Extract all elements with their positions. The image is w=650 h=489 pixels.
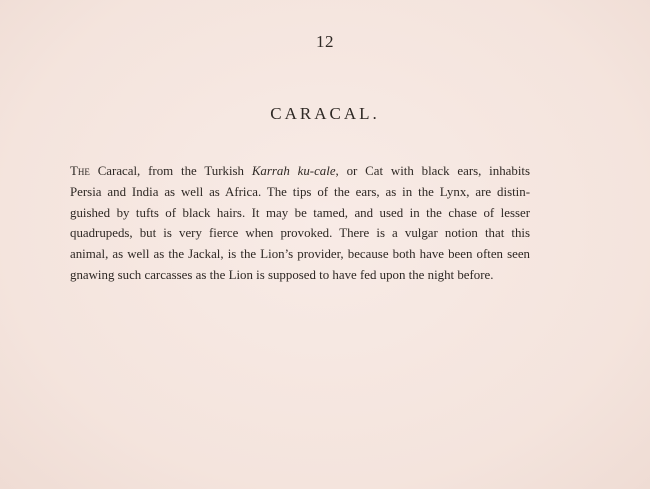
lead-word: The <box>70 164 90 178</box>
page-title: CARACAL. <box>270 104 380 123</box>
text-segment: , or Cat with black ears, inhabits <box>335 164 530 178</box>
paragraph-line: guished by tufts of black hairs. It may be tamed, and used in the chase of lesser <box>70 205 530 220</box>
paragraph-line: quadrupeds, but is very fierce when provoked. There is a vulgar notion that this <box>70 226 530 241</box>
italic-term: Karrah ku-cale <box>251 164 336 178</box>
text-segment: Caracal, from the Turkish <box>89 164 252 178</box>
body-paragraph <box>70 161 530 286</box>
page-number: 12 <box>316 32 334 51</box>
paragraph-line: Persia and India as well as Africa. The tips of the ears, as in the Lynx, are distin- <box>70 184 530 199</box>
paragraph-line: gnawing such carcasses as the Lion is supposed to have fed upon the night before. <box>70 267 494 282</box>
paragraph-line <box>70 161 530 182</box>
paragraph-line: animal, as well as the Jackal, is the Lion’s provider, because both have been often seen <box>70 247 530 262</box>
